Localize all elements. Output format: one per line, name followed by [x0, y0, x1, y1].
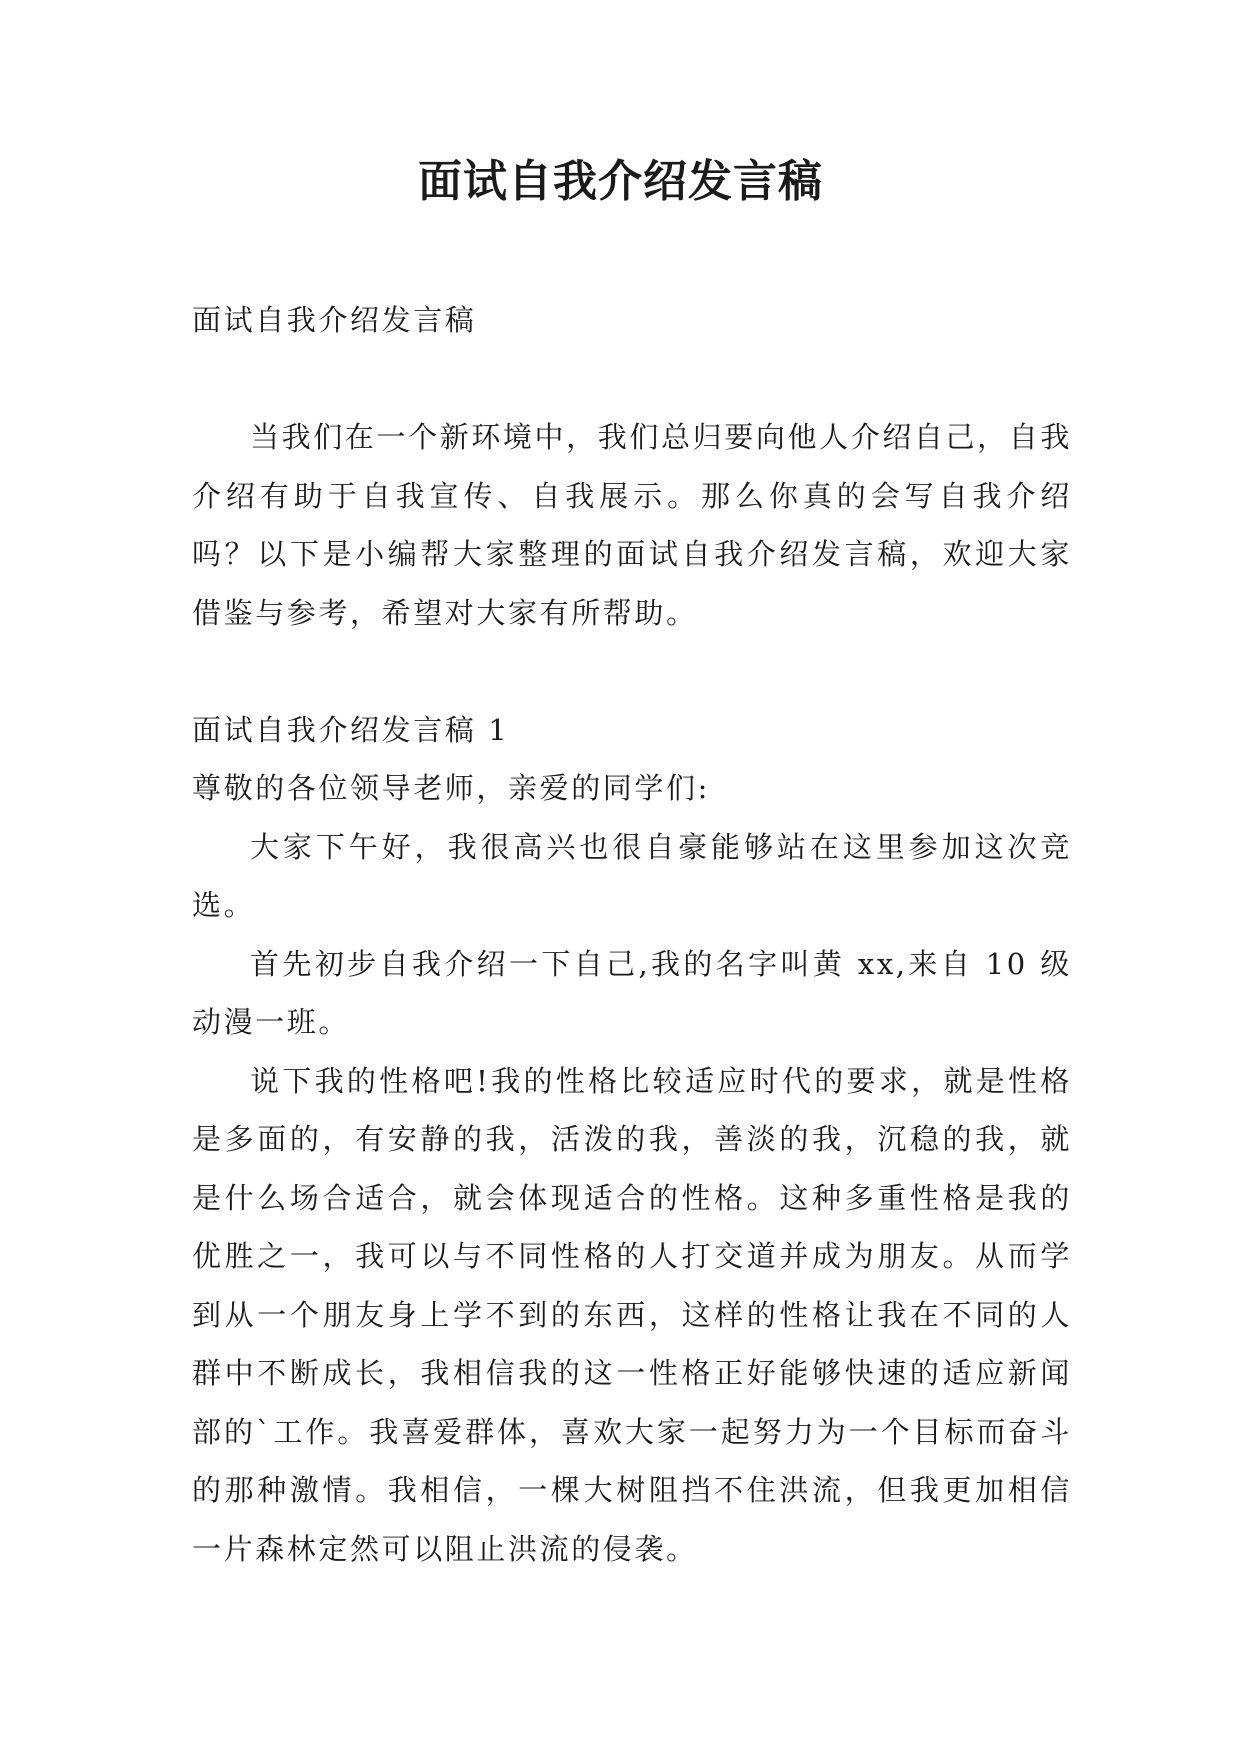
body-paragraph: 首先初步自我介绍一下自己,我的名字叫黄 xx,来自 10 级动漫一班。 — [192, 946, 1072, 1039]
body-paragraph: 说下我的性格吧!我的性格比较适应时代的要求，就是性格是多面的，有安静的我，活泼的我，善淡的我，沉稳的我，就是什么场合适合，就会体现适合的性格。这种多重性格是我的优胜之一，我可以与不同性格的人打交道并成为朋友。从而学到从一个朋友身上学不到的东西，这样的性格让我在不同的人群中不断成长，我相信我的这一性格正好能够快速的适应新闻部的`工作。我喜爱群体，喜欢大家一起努力为一个目标而奋斗的那种激情。我相信，一棵大树阻挡不住洪流，但我更加相信一片森林定然可以阻止洪流的侵袭。 — [192, 1063, 1072, 1566]
document-subtitle: 面试自我介绍发言稿 — [192, 303, 477, 337]
intro-paragraph: 当我们在一个新环境中，我们总归要向他人介绍自己，自我介绍有助于自我宣传、自我展示。那么你真的会写自我介绍吗？以下是小编帮大家整理的面试自我介绍发言稿，欢迎大家借鉴与参考，希望对大家有所帮助。 — [192, 420, 1072, 630]
document-body — [192, 291, 1072, 1578]
section-heading: 面试自我介绍发言稿 1 — [192, 712, 510, 747]
document-title: 面试自我介绍发言稿 — [418, 156, 823, 207]
body-paragraph: 大家下午好，我很高兴也很自豪能够站在这里参加这次竞选。 — [192, 829, 1072, 922]
salutation: 尊敬的各位领导老师，亲爱的同学们: — [192, 771, 710, 805]
